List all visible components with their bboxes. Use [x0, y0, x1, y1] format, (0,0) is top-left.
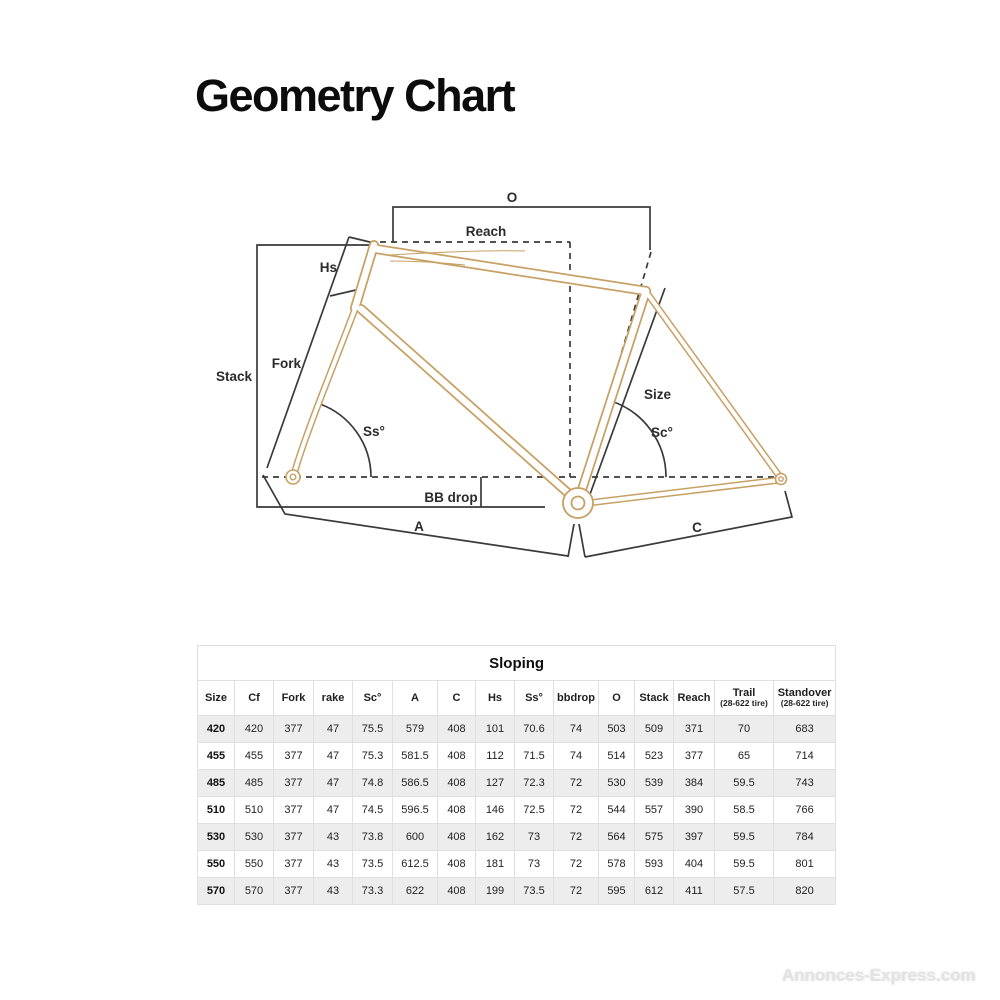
column-header-o: O: [599, 681, 635, 716]
label-fork: Fork: [271, 356, 301, 371]
table-cell: 75.5: [353, 716, 393, 743]
table-cell: 408: [438, 824, 476, 851]
label-hs: Hs: [319, 260, 337, 275]
table-cell: 71.5: [515, 743, 554, 770]
table-cell: 514: [599, 743, 635, 770]
watermark: Annonces-Express.com: [782, 966, 976, 985]
table-cell: 557: [635, 797, 674, 824]
a-bracket-line: [263, 475, 568, 556]
table-cell: 510: [235, 797, 274, 824]
table-cell: 485: [235, 770, 274, 797]
ss-angle-arc: [320, 404, 371, 477]
label-o: O: [506, 190, 518, 205]
column-header-rake: rake: [314, 681, 353, 716]
table-cell: 72: [554, 824, 599, 851]
table-cell: 377: [274, 797, 314, 824]
table-cell: 57.5: [715, 878, 774, 905]
table-cell: 578: [599, 851, 635, 878]
table-cell: 74.5: [353, 797, 393, 824]
table-cell: 74.8: [353, 770, 393, 797]
table-cell: 530: [235, 824, 274, 851]
table-cell: 586.5: [393, 770, 438, 797]
table-cell: 408: [438, 878, 476, 905]
table-cell: 801: [774, 851, 836, 878]
size-cell: 510: [198, 797, 235, 824]
table-cell: 43: [314, 851, 353, 878]
column-header-cf: Cf: [235, 681, 274, 716]
table-cell: 408: [438, 770, 476, 797]
table-cell: 570: [235, 878, 274, 905]
table-cell: 544: [599, 797, 635, 824]
table-cell: 73: [515, 824, 554, 851]
table-cell: 612: [635, 878, 674, 905]
table-cell: 377: [274, 770, 314, 797]
size-cell: 485: [198, 770, 235, 797]
label-stack: Stack: [215, 369, 253, 384]
table-cell: 371: [674, 716, 715, 743]
hs-fork-tick: [330, 290, 356, 296]
table-cell: 743: [774, 770, 836, 797]
table-row-485: [198, 770, 836, 797]
table-cell: 47: [314, 743, 353, 770]
table-cell: 72: [554, 797, 599, 824]
table-title: Sloping: [198, 646, 836, 681]
table-cell: 397: [674, 824, 715, 851]
size-cell: 530: [198, 824, 235, 851]
size-cell: 455: [198, 743, 235, 770]
table-cell: 509: [635, 716, 674, 743]
table-row-455: [198, 743, 836, 770]
table-cell: 112: [476, 743, 515, 770]
table-cell: 377: [274, 851, 314, 878]
table-cell: 127: [476, 770, 515, 797]
table-cell: 47: [314, 716, 353, 743]
table-row-550: [198, 851, 836, 878]
table-cell: 181: [476, 851, 515, 878]
table-cell: 74: [554, 716, 599, 743]
table-cell: 59.5: [715, 851, 774, 878]
column-header-size: Size: [198, 681, 235, 716]
table-cell: 596.5: [393, 797, 438, 824]
table-cell: 411: [674, 878, 715, 905]
table-cell: 404: [674, 851, 715, 878]
table-cell: 59.5: [715, 770, 774, 797]
label-sc-angle: Sc°: [651, 425, 673, 440]
table-cell: 579: [393, 716, 438, 743]
table-cell: 408: [438, 851, 476, 878]
table-cell: 146: [476, 797, 515, 824]
table-cell: 75.3: [353, 743, 393, 770]
table-cell: 377: [274, 716, 314, 743]
label-size: Size: [644, 387, 672, 402]
bottom-bracket-inner: [572, 497, 585, 510]
table-cell: 390: [674, 797, 715, 824]
table-cell: 73.3: [353, 878, 393, 905]
table-cell: 72.3: [515, 770, 554, 797]
table-cell: 408: [438, 716, 476, 743]
table-cell: 550: [235, 851, 274, 878]
table-cell: 199: [476, 878, 515, 905]
table-cell: 70.6: [515, 716, 554, 743]
table-cell: 420: [235, 716, 274, 743]
column-header-hs: Hs: [476, 681, 515, 716]
column-header-c: C: [438, 681, 476, 716]
page-title: Geometry Chart: [195, 70, 515, 121]
table-cell: 73.5: [515, 878, 554, 905]
column-header-sc-: Sc°: [353, 681, 393, 716]
table-cell: 162: [476, 824, 515, 851]
column-header-a: A: [393, 681, 438, 716]
table-cell: 581.5: [393, 743, 438, 770]
table-cell: 820: [774, 878, 836, 905]
table-cell: 593: [635, 851, 674, 878]
column-header-ss-: Ss°: [515, 681, 554, 716]
table-cell: 622: [393, 878, 438, 905]
front-axle-inner: [290, 474, 296, 480]
table-cell: 384: [674, 770, 715, 797]
table-cell: 408: [438, 797, 476, 824]
table-cell: 714: [774, 743, 836, 770]
table-cell: 564: [599, 824, 635, 851]
table-row-420: [198, 716, 836, 743]
label-c: C: [692, 520, 702, 535]
table-cell: 377: [274, 743, 314, 770]
table-cell: 43: [314, 878, 353, 905]
label-ss-angle: Ss°: [363, 424, 385, 439]
table-row-530: [198, 824, 836, 851]
table-cell: 72: [554, 878, 599, 905]
size-cell: 570: [198, 878, 235, 905]
column-header-reach: Reach: [674, 681, 715, 716]
table-cell: 539: [635, 770, 674, 797]
geometry-table-wrap: [197, 645, 836, 905]
table-row-570: [198, 878, 836, 905]
table-cell: 377: [274, 878, 314, 905]
rear-axle-inner: [779, 477, 783, 481]
table-cell: 766: [774, 797, 836, 824]
column-header-fork: Fork: [274, 681, 314, 716]
table-cell: 503: [599, 716, 635, 743]
o-bracket-line: [393, 207, 650, 250]
size-cell: 420: [198, 716, 235, 743]
table-row-510: [198, 797, 836, 824]
table-cell: 595: [599, 878, 635, 905]
table-cell: 683: [774, 716, 836, 743]
column-header-bbdrop: bbdrop: [554, 681, 599, 716]
table-cell: 408: [438, 743, 476, 770]
table-cell: 73.5: [353, 851, 393, 878]
table-cell: 523: [635, 743, 674, 770]
size-cell: 550: [198, 851, 235, 878]
column-header-stack: Stack: [635, 681, 674, 716]
table-cell: 72: [554, 770, 599, 797]
label-reach: Reach: [465, 224, 507, 239]
column-header-trail: Trail (28-622 tire): [715, 681, 774, 716]
table-cell: 600: [393, 824, 438, 851]
table-cell: 377: [274, 824, 314, 851]
table-cell: 575: [635, 824, 674, 851]
table-cell: 73.8: [353, 824, 393, 851]
table-cell: 73: [515, 851, 554, 878]
geometry-table: [197, 645, 836, 905]
table-cell: 612.5: [393, 851, 438, 878]
label-a: A: [414, 519, 424, 534]
table-cell: 784: [774, 824, 836, 851]
column-header-standover: Standover (28-622 tire): [774, 681, 836, 716]
table-cell: 377: [674, 743, 715, 770]
table-cell: 455: [235, 743, 274, 770]
table-cell: 58.5: [715, 797, 774, 824]
table-cell: 72: [554, 851, 599, 878]
table-cell: 530: [599, 770, 635, 797]
label-bb-drop: BB drop: [424, 490, 478, 505]
table-cell: 59.5: [715, 824, 774, 851]
bb-notch-ticks: [568, 524, 585, 557]
table-cell: 101: [476, 716, 515, 743]
table-cell: 47: [314, 797, 353, 824]
table-cell: 72.5: [515, 797, 554, 824]
table-cell: 74: [554, 743, 599, 770]
table-cell: 47: [314, 770, 353, 797]
table-cell: 70: [715, 716, 774, 743]
table-cell: 43: [314, 824, 353, 851]
table-cell: 65: [715, 743, 774, 770]
